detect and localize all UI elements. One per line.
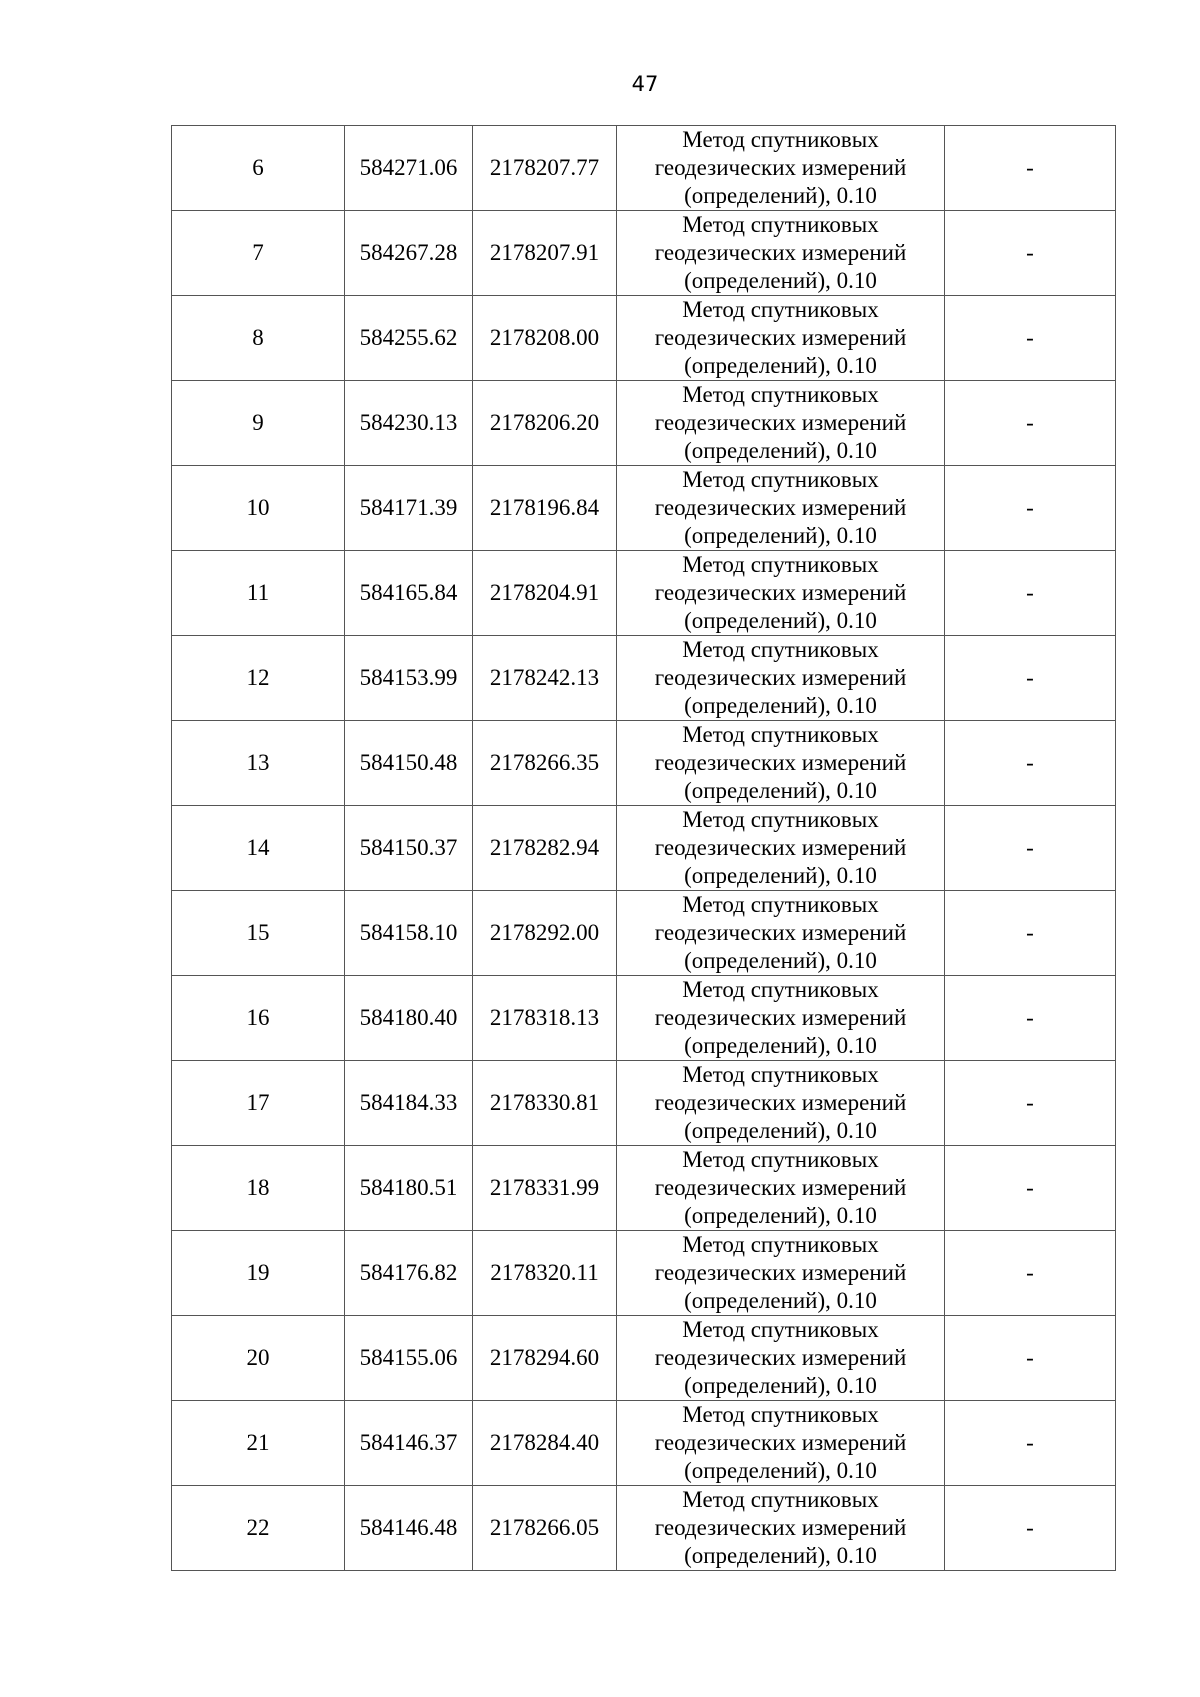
y-coordinate-cell: 2178318.13 [473,976,617,1061]
y-coordinate-cell: 2178331.99 [473,1146,617,1231]
point-number-cell: 7 [172,211,345,296]
method-cell: Метод спутниковых геодезических измерений (определений), 0.10 [617,636,945,721]
note-cell: - [945,126,1116,211]
y-coordinate-cell: 2178294.60 [473,1316,617,1401]
note-cell: - [945,1316,1116,1401]
x-coordinate-cell: 584150.37 [345,806,473,891]
table-row [172,1401,1116,1486]
table-row [172,721,1116,806]
note-cell: - [945,1486,1116,1571]
y-coordinate-cell: 2178204.91 [473,551,617,636]
table-row [172,1231,1116,1316]
y-coordinate-cell: 2178207.91 [473,211,617,296]
table-row [172,1486,1116,1571]
x-coordinate-cell: 584267.28 [345,211,473,296]
note-cell: - [945,1146,1116,1231]
note-cell: - [945,296,1116,381]
point-number-cell: 11 [172,551,345,636]
method-cell: Метод спутниковых геодезических измерений (определений), 0.10 [617,126,945,211]
method-cell: Метод спутниковых геодезических измерений (определений), 0.10 [617,891,945,976]
point-number-cell: 18 [172,1146,345,1231]
x-coordinate-cell: 584146.37 [345,1401,473,1486]
y-coordinate-cell: 2178320.11 [473,1231,617,1316]
note-cell: - [945,381,1116,466]
method-cell: Метод спутниковых геодезических измерений (определений), 0.10 [617,806,945,891]
method-cell: Метод спутниковых геодезических измерений (определений), 0.10 [617,1061,945,1146]
x-coordinate-cell: 584255.62 [345,296,473,381]
y-coordinate-cell: 2178206.20 [473,381,617,466]
point-number-cell: 19 [172,1231,345,1316]
method-cell: Метод спутниковых геодезических измерений (определений), 0.10 [617,296,945,381]
x-coordinate-cell: 584150.48 [345,721,473,806]
point-number-cell: 12 [172,636,345,721]
point-number-cell: 13 [172,721,345,806]
method-cell: Метод спутниковых геодезических измерений (определений), 0.10 [617,1231,945,1316]
x-coordinate-cell: 584153.99 [345,636,473,721]
note-cell: - [945,721,1116,806]
method-cell: Метод спутниковых геодезических измерений (определений), 0.10 [617,211,945,296]
table-row [172,211,1116,296]
table-row [172,806,1116,891]
y-coordinate-cell: 2178292.00 [473,891,617,976]
note-cell: - [945,466,1116,551]
table-row [172,296,1116,381]
y-coordinate-cell: 2178330.81 [473,1061,617,1146]
point-number-cell: 9 [172,381,345,466]
y-coordinate-cell: 2178284.40 [473,1401,617,1486]
coordinates-table [171,125,1116,1571]
x-coordinate-cell: 584180.40 [345,976,473,1061]
y-coordinate-cell: 2178208.00 [473,296,617,381]
note-cell: - [945,1061,1116,1146]
table-row [172,551,1116,636]
table-row [172,891,1116,976]
note-cell: - [945,551,1116,636]
method-cell: Метод спутниковых геодезических измерений (определений), 0.10 [617,976,945,1061]
x-coordinate-cell: 584230.13 [345,381,473,466]
page-number: 47 [631,72,659,96]
table-row [172,1146,1116,1231]
x-coordinate-cell: 584165.84 [345,551,473,636]
point-number-cell: 6 [172,126,345,211]
x-coordinate-cell: 584158.10 [345,891,473,976]
x-coordinate-cell: 584180.51 [345,1146,473,1231]
y-coordinate-cell: 2178266.05 [473,1486,617,1571]
method-cell: Метод спутниковых геодезических измерений (определений), 0.10 [617,1486,945,1571]
table-row [172,381,1116,466]
note-cell: - [945,1231,1116,1316]
note-cell: - [945,211,1116,296]
table-row [172,1061,1116,1146]
y-coordinate-cell: 2178196.84 [473,466,617,551]
point-number-cell: 17 [172,1061,345,1146]
x-coordinate-cell: 584155.06 [345,1316,473,1401]
method-cell: Метод спутниковых геодезических измерений (определений), 0.10 [617,1401,945,1486]
note-cell: - [945,976,1116,1061]
point-number-cell: 16 [172,976,345,1061]
x-coordinate-cell: 584176.82 [345,1231,473,1316]
method-cell: Метод спутниковых геодезических измерений (определений), 0.10 [617,1146,945,1231]
note-cell: - [945,806,1116,891]
method-cell: Метод спутниковых геодезических измерений (определений), 0.10 [617,1316,945,1401]
table-row [172,976,1116,1061]
point-number-cell: 10 [172,466,345,551]
table-row [172,126,1116,211]
table-row [172,1316,1116,1401]
x-coordinate-cell: 584171.39 [345,466,473,551]
note-cell: - [945,1401,1116,1486]
point-number-cell: 22 [172,1486,345,1571]
point-number-cell: 15 [172,891,345,976]
method-cell: Метод спутниковых геодезических измерений (определений), 0.10 [617,551,945,636]
x-coordinate-cell: 584271.06 [345,126,473,211]
method-cell: Метод спутниковых геодезических измерений (определений), 0.10 [617,721,945,806]
coordinates-table-body [172,126,1116,1571]
point-number-cell: 8 [172,296,345,381]
table-row [172,636,1116,721]
x-coordinate-cell: 584184.33 [345,1061,473,1146]
note-cell: - [945,891,1116,976]
y-coordinate-cell: 2178242.13 [473,636,617,721]
point-number-cell: 14 [172,806,345,891]
point-number-cell: 20 [172,1316,345,1401]
note-cell: - [945,636,1116,721]
y-coordinate-cell: 2178282.94 [473,806,617,891]
y-coordinate-cell: 2178207.77 [473,126,617,211]
method-cell: Метод спутниковых геодезических измерений (определений), 0.10 [617,466,945,551]
method-cell: Метод спутниковых геодезических измерений (определений), 0.10 [617,381,945,466]
table-row [172,466,1116,551]
point-number-cell: 21 [172,1401,345,1486]
x-coordinate-cell: 584146.48 [345,1486,473,1571]
y-coordinate-cell: 2178266.35 [473,721,617,806]
